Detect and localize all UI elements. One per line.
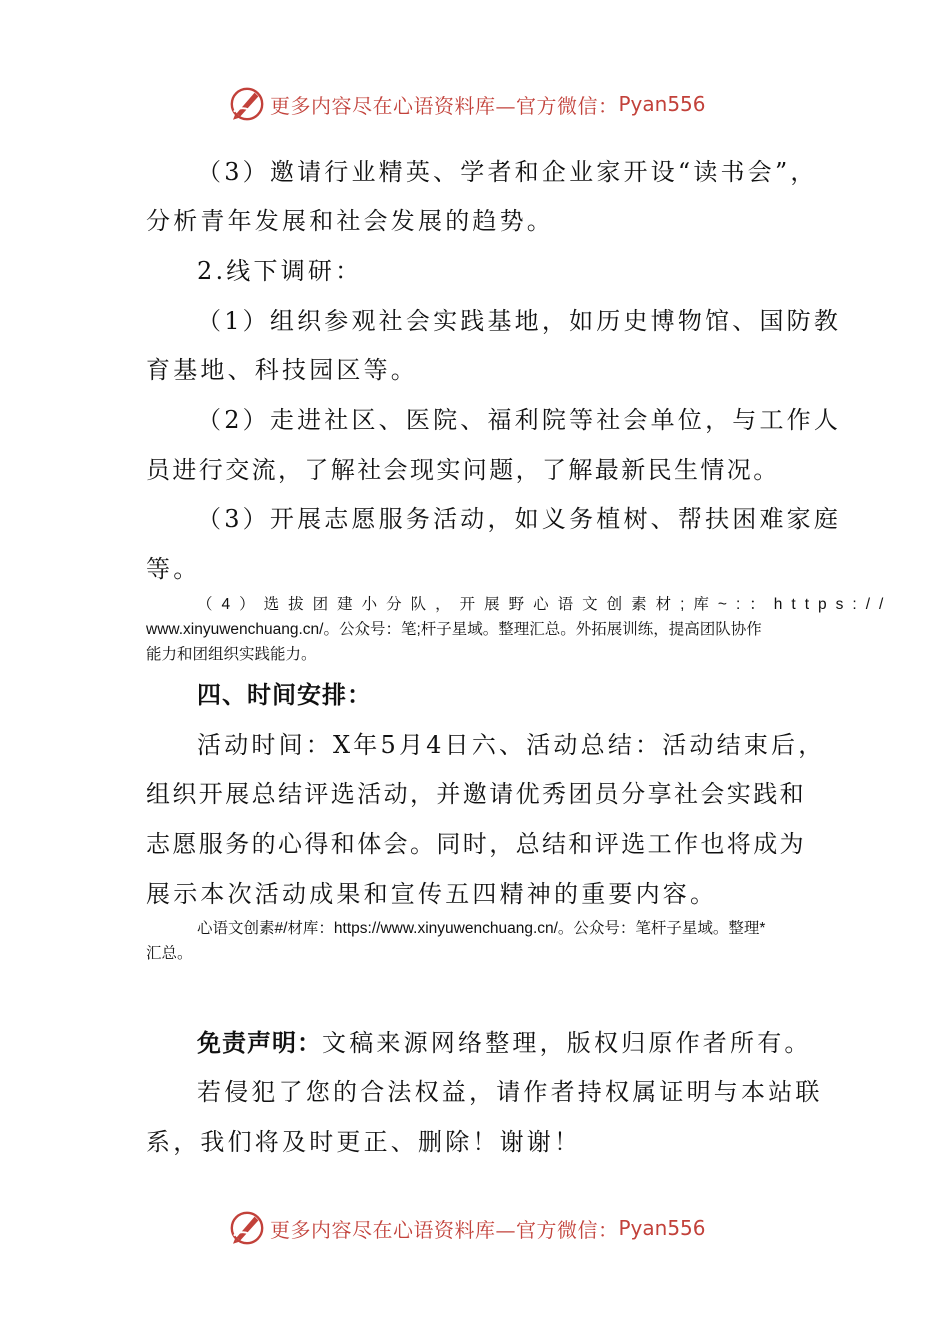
small-note-line: 心语文创素#/材库：https://www.xinyuwenchuang.cn/。公众号：笔杆子星域。整理* <box>197 920 766 937</box>
paragraph-line: 2.线下调研： <box>197 257 363 285</box>
paragraph-line: 员进行交流，了解社会现实问题，了解最新民生情况。 <box>146 456 780 484</box>
disclaimer-line: 若侵犯了您的合法权益，请作者持权属证明与本站联 <box>197 1078 823 1106</box>
banner-text: 更多内容尽在心语资料库—官方微信： <box>270 93 619 118</box>
paragraph-line: 组织开展总结评选活动，并邀请优秀团员分享社会实践和 <box>146 780 806 808</box>
paragraph-line: （3）开展志愿服务活动，如义务植树、帮扶困难家庭 <box>197 505 842 533</box>
paragraph-line: 分析青年发展和社会发展的趋势。 <box>146 207 554 235</box>
header-banner <box>228 82 748 126</box>
disclaimer-line: 系，我们将及时更正、删除！谢谢！ <box>146 1128 582 1156</box>
small-note-line: 能力和团组织实践能力。 <box>146 646 317 663</box>
pen-logo-icon <box>228 85 266 123</box>
paragraph-line: （2）走进社区、医院、福利院等社会单位，与工作人 <box>197 406 842 434</box>
footer-banner <box>228 1206 748 1250</box>
small-note-line: 汇总。 <box>146 945 193 962</box>
paragraph-line: 展示本次活动成果和宣传五四精神的重要内容。 <box>146 880 718 908</box>
disclaimer-label: 免责声明： <box>197 1029 322 1057</box>
paragraph-line: 志愿服务的心得和体会。同时，总结和评选工作也将成为 <box>146 830 806 858</box>
banner-text: 更多内容尽在心语资料库—官方微信： <box>270 1217 619 1242</box>
pen-logo-icon <box>228 1209 266 1247</box>
paragraph-line: （3）邀请行业精英、学者和企业家开设“读书会”， <box>197 158 818 186</box>
section-heading: 四、时间安排： <box>197 681 372 709</box>
paragraph-line: 等。 <box>146 555 201 583</box>
paragraph-line: 育基地、科技园区等。 <box>146 356 418 384</box>
paragraph-line: 活动时间：X年5月4日六、活动总结：活动结束后， <box>197 731 826 759</box>
banner-wechat-id: Pyan556 <box>618 92 706 116</box>
paragraph-line: （1）组织参观社会实践基地，如历史博物馆、国防教 <box>197 307 842 335</box>
small-note-line: （4）选拔团建小分队，开展野心语文创素材;库~:：https:// <box>197 596 893 613</box>
banner-wechat-id: Pyan556 <box>618 1216 706 1240</box>
small-note-line: www.xinyuwenchuang.cn/。公众号：笔;杆子星域。整理汇总。外拓展训练，提高团队协作 <box>146 621 762 638</box>
disclaimer-text: 文稿来源网络整理，版权归原作者所有。 <box>322 1029 812 1057</box>
disclaimer-line <box>197 1028 812 1058</box>
